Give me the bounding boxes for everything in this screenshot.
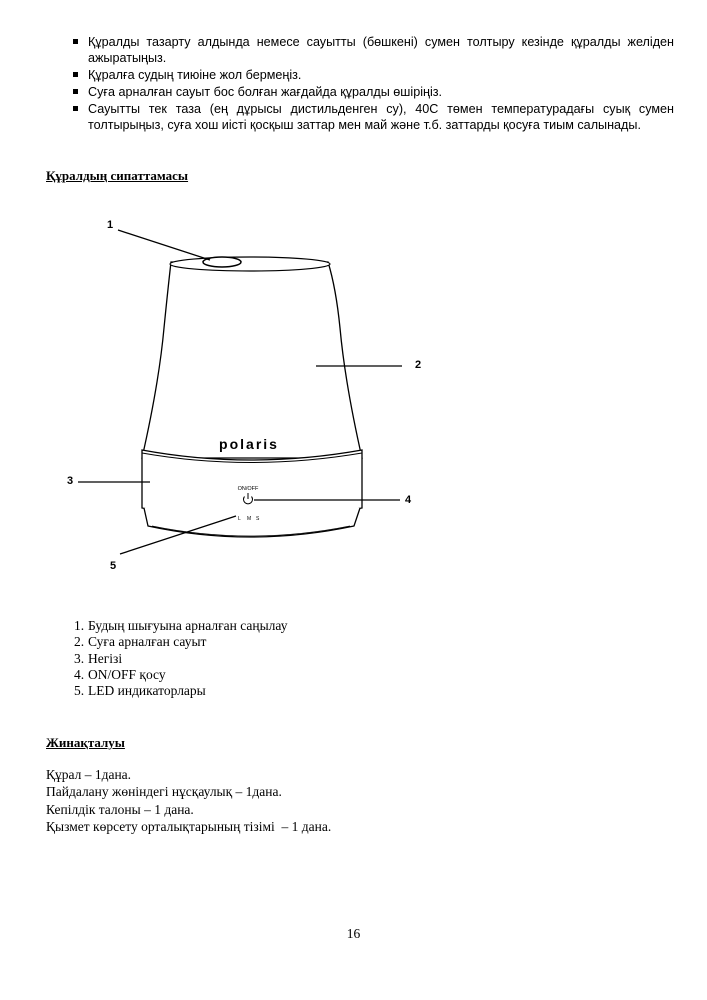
item-label: ON/OFF қосу xyxy=(88,666,166,682)
callout-2: 2 xyxy=(415,359,422,371)
led-label-m: M xyxy=(247,516,252,522)
page-number: 16 xyxy=(346,926,361,941)
parts-list xyxy=(74,618,287,699)
bullet-text: Суға арналған сауыт бос болған жағдайда құралды өшіріңіз. xyxy=(88,85,443,99)
kit-item: Пайдалану жөніндегі нұсқаулық – 1дана. xyxy=(46,784,282,800)
bullet-item xyxy=(72,34,674,66)
safety-bullet-list xyxy=(72,34,674,134)
item-label: Негізі xyxy=(88,650,123,666)
item-number: 1. xyxy=(74,618,85,633)
parts-list-item xyxy=(74,634,287,650)
square-bullet-icon xyxy=(73,39,78,44)
callout-5: 5 xyxy=(110,560,117,572)
humidifier-diagram xyxy=(40,208,480,578)
kit-item: Қызмет көрсету орталықтарының тізімі – 1 дана. xyxy=(46,818,332,834)
parts-list-item xyxy=(74,618,287,634)
led-label-l: L xyxy=(238,516,241,522)
bullet-item xyxy=(72,67,674,83)
bullet-item xyxy=(72,101,674,133)
callout-3: 3 xyxy=(67,475,74,487)
brand-logo: polaris xyxy=(219,436,279,452)
bullet-text: Құралды тазарту алдында немесе сауытты (бөшкені) сумен толтыру кезінде құралды желіден ажыратыңыз. xyxy=(88,35,674,65)
parts-list-item xyxy=(74,651,287,667)
kit-list xyxy=(46,766,331,835)
bullet-text: Құралға судың тиюіне жол бермеңіз. xyxy=(88,68,302,82)
item-number: 5. xyxy=(74,683,85,699)
description-heading: Құралдың сипаттамасы xyxy=(46,168,189,183)
item-number: 3. xyxy=(74,650,85,666)
callout-1: 1 xyxy=(107,219,114,231)
kit-item: Құрал – 1дана. xyxy=(46,767,132,782)
item-number: 2. xyxy=(74,634,85,650)
parts-list-item xyxy=(74,683,287,699)
water-tank xyxy=(142,262,362,458)
item-label: Суға арналған сауыт xyxy=(88,634,207,650)
bullet-item xyxy=(72,84,674,100)
led-label-s: S xyxy=(256,516,260,522)
bullet-text: Сауытты тек таза (ең дұрысы дистильденген су), 40С төмен температурадағы суық сумен толтырыңыз, суға хош иісті қосқыш заттар мен май және т.б. заттарды қосуға тиым салынады. xyxy=(88,102,674,132)
callout-line-1 xyxy=(118,230,210,260)
kit-heading: Жинақталуы xyxy=(46,735,125,750)
kit-item: Кепілдік талоны – 1 дана. xyxy=(46,801,194,817)
base xyxy=(142,450,362,517)
item-label: LED индикаторлары xyxy=(88,683,206,699)
onoff-label: ON/OFF xyxy=(237,486,259,492)
square-bullet-icon xyxy=(73,106,78,111)
callout-4: 4 xyxy=(405,494,412,506)
item-number: 4. xyxy=(74,666,85,682)
square-bullet-icon xyxy=(73,89,78,94)
item-label: Будың шығуына арналған саңылау xyxy=(88,618,288,633)
steam-outlet-icon xyxy=(203,257,241,267)
square-bullet-icon xyxy=(73,72,78,77)
parts-list-item xyxy=(74,667,287,683)
